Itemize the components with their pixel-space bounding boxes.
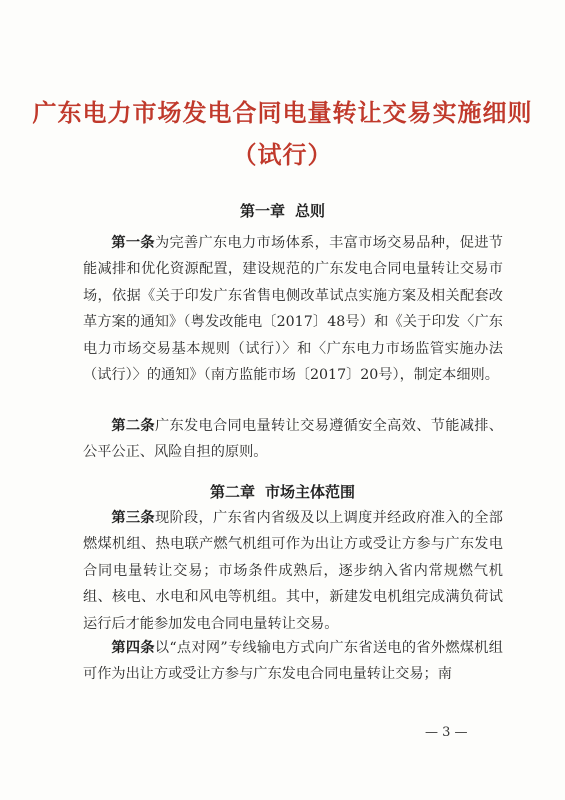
article-label: 第一条: [111, 235, 155, 251]
chapter-title: 市场主体范围: [265, 483, 356, 501]
article-paragraph: [83, 635, 503, 688]
page-number: — 3 —: [425, 725, 468, 740]
article-text: 广东发电合同电量转让交易遵循安全高效、节能减排、公平公正、风险自担的原则。: [83, 418, 503, 461]
chapter-number: 第二章: [209, 483, 255, 501]
article-text: 以“点对网”专线输电方式向广东省送电的省外燃煤机组可作为出让方或受让方参与广东发电合同电量转让交易；南: [83, 640, 503, 683]
article-paragraph: [83, 505, 503, 637]
document-title: 广东电力市场发电合同电量转让交易实施细则: [32, 98, 533, 127]
article-label: 第四条: [111, 640, 155, 656]
article-text: 为完善广东电力市场体系，丰富市场交易品种，促进节能减排和优化资源配置，建设规范的广东发电合同电量转让交易市场，依据《关于印发广东省售电侧改革试点实施方案及相关配套改革方案的通知》（粤发改能电〔2017〕48号）和《关于印发〈广东电力市场交易基本规则（试行）〉和〈广东电力市场监管实施办法（试行）〉的通知》（南方监能市场〔2017〕20号），制定本细则。: [83, 235, 503, 384]
article-label: 第三条: [111, 510, 155, 526]
chapter-heading-1: [0, 201, 565, 221]
document-subtitle: （试行）: [232, 140, 333, 169]
article-text: 现阶段，广东省内省级及以上调度并经政府准入的全部燃煤机组、热电联产燃气机组可作为出让方或受让方参与广东发电合同电量转让交易；市场条件成熟后，逐步纳入省内常规燃气机组、核电、水电和风电等机组。其中，新建发电机组完成满负荷试运行后才能参加发电合同电量转让交易。: [83, 510, 503, 632]
article-label: 第二条: [111, 418, 155, 434]
chapter-number: 第一章: [239, 202, 285, 220]
chapter-title: 总则: [295, 202, 326, 220]
article-paragraph: [83, 413, 503, 466]
chapter-heading-2: [0, 482, 565, 502]
article-paragraph: [83, 230, 503, 388]
